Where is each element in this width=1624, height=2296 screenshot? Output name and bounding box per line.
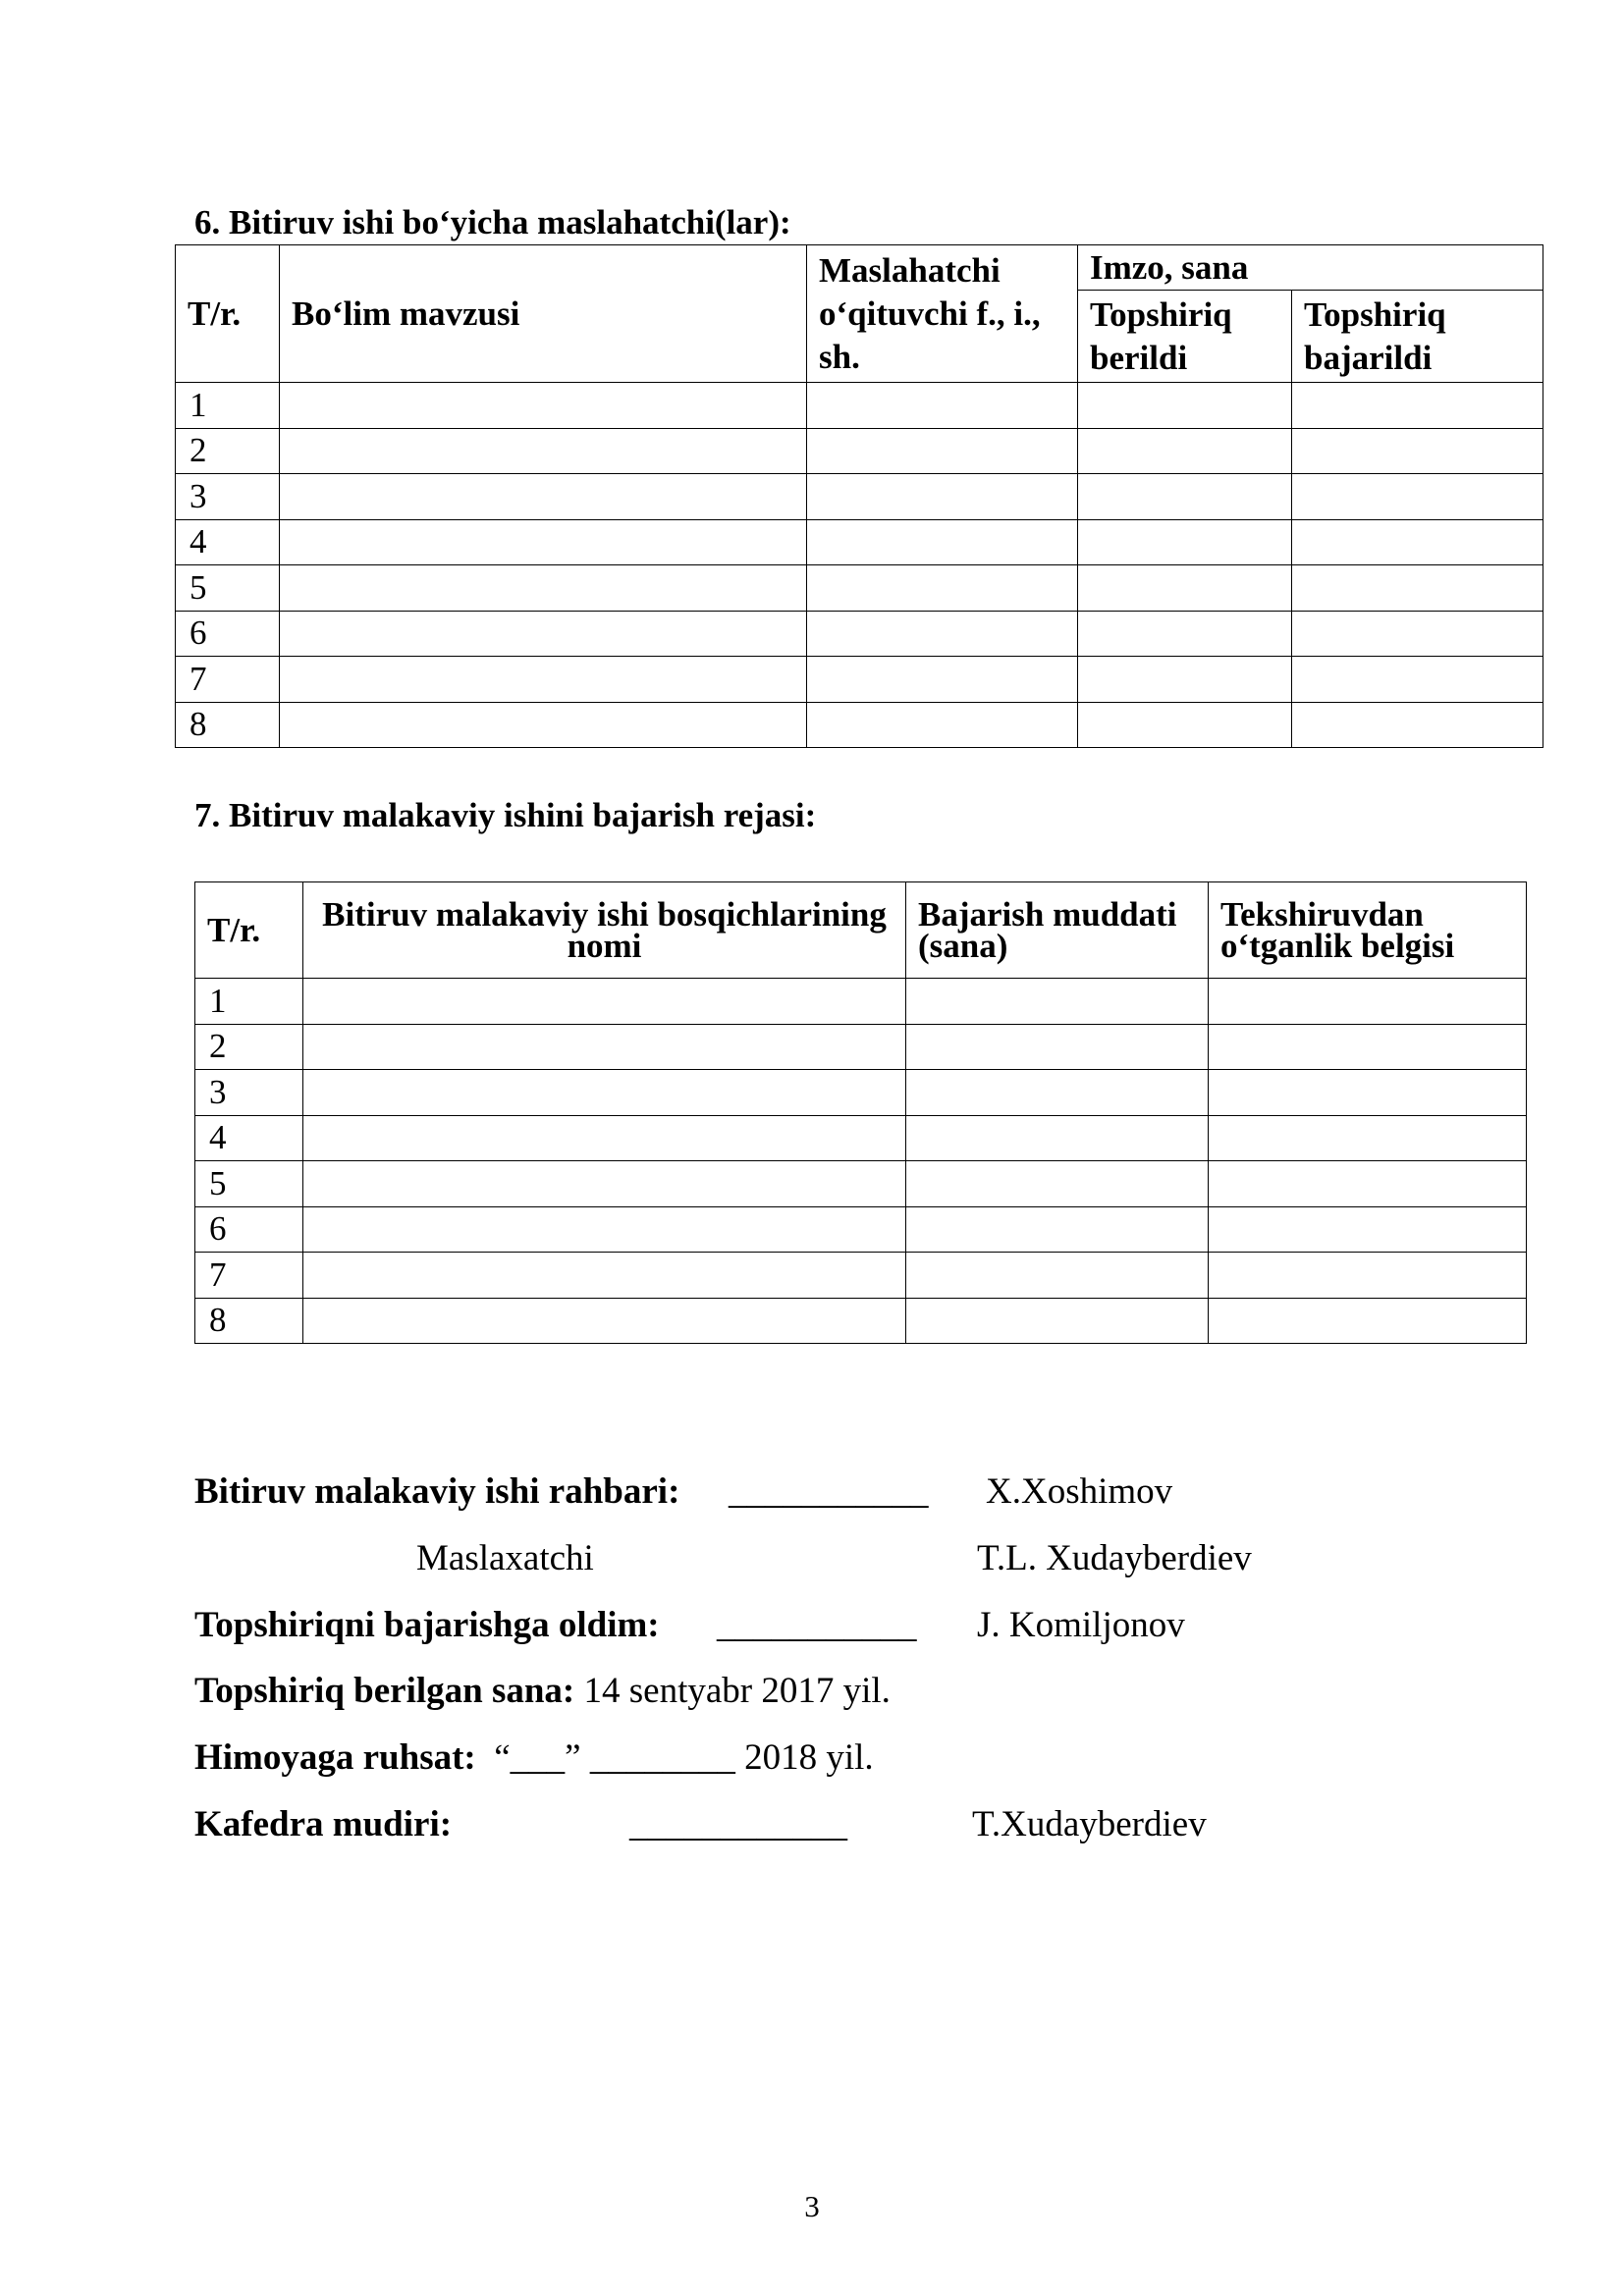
col-done-header: Topshiriq bajarildi <box>1292 291 1543 383</box>
head-label: Kafedra mudiri: <box>194 1804 453 1844</box>
supervisor-line <box>194 1470 679 1514</box>
row-number: 5 <box>195 1161 303 1207</box>
section-7-title: 7. Bitiruv malakaviy ishini bajarish rejasi: <box>194 796 817 834</box>
check-cell <box>1209 1115 1527 1161</box>
table-row <box>176 611 1543 657</box>
row-number: 4 <box>176 519 280 565</box>
accepted-line <box>194 1604 660 1647</box>
check-cell <box>1209 1024 1527 1070</box>
topic-cell <box>280 474 807 520</box>
done-cell <box>1292 383 1543 429</box>
given-cell <box>1078 657 1292 703</box>
given-date-label: Topshiriq berilgan sana: <box>194 1671 575 1711</box>
topic-cell <box>280 657 807 703</box>
deadline-cell <box>906 979 1209 1025</box>
head-name: T.Xudayberdiev <box>972 1804 1207 1844</box>
deadline-cell <box>906 1206 1209 1253</box>
stage-cell <box>303 1024 906 1070</box>
stage-cell <box>303 1115 906 1161</box>
supervisor-label: Bitiruv malakaviy ishi rahbari: <box>194 1471 680 1512</box>
row-number: 4 <box>195 1115 303 1161</box>
given-cell <box>1078 611 1292 657</box>
col-check-header: Tekshiruvdan o‘tganlik belgisi <box>1209 882 1527 979</box>
stage-cell <box>303 1253 906 1299</box>
head-blank: ____________ <box>629 1804 847 1844</box>
row-number: 1 <box>195 979 303 1025</box>
given-cell <box>1078 428 1292 474</box>
row-number: 7 <box>195 1253 303 1299</box>
row-number: 8 <box>176 702 280 748</box>
col-deadline-header: Bajarish muddati (sana) <box>906 882 1209 979</box>
advisor-cell <box>807 428 1078 474</box>
stage-cell <box>303 1298 906 1344</box>
topic-cell <box>280 383 807 429</box>
stage-cell <box>303 1070 906 1116</box>
consultant-name: T.L. Xudayberdiev <box>977 1538 1252 1578</box>
check-cell <box>1209 979 1527 1025</box>
accepted-label: Topshiriqni bajarishga oldim: <box>194 1605 660 1645</box>
col-topic-header: Bo‘lim mavzusi <box>280 245 807 383</box>
deadline-cell <box>906 1253 1209 1299</box>
defense-line <box>194 1736 874 1780</box>
done-cell <box>1292 565 1543 612</box>
section-6-title: 6. Bitiruv ishi bo‘yicha maslahatchi(lar): <box>194 203 791 241</box>
table-row <box>195 1115 1527 1161</box>
defense-label: Himoyaga ruhsat: <box>194 1737 476 1778</box>
table-row <box>195 1253 1527 1299</box>
col-advisor-header: Maslahatchi o‘qituvchi f., i., sh. <box>807 245 1078 383</box>
row-number: 3 <box>195 1070 303 1116</box>
stage-cell <box>303 979 906 1025</box>
stage-cell <box>303 1206 906 1253</box>
row-number: 1 <box>176 383 280 429</box>
row-number: 6 <box>195 1206 303 1253</box>
table-row <box>195 1070 1527 1116</box>
row-number: 3 <box>176 474 280 520</box>
page-number: 3 <box>804 2189 820 2223</box>
table-row <box>195 979 1527 1025</box>
col-tr-header: T/r. <box>195 882 303 979</box>
check-cell <box>1209 1161 1527 1207</box>
given-date-line <box>194 1670 891 1713</box>
row-number: 7 <box>176 657 280 703</box>
done-cell <box>1292 702 1543 748</box>
advisor-cell <box>807 383 1078 429</box>
topic-cell <box>280 702 807 748</box>
check-cell <box>1209 1206 1527 1253</box>
table-row <box>176 474 1543 520</box>
table-row <box>176 428 1543 474</box>
head-line <box>194 1803 452 1846</box>
table-row <box>195 1298 1527 1344</box>
table-row <box>195 1206 1527 1253</box>
supervisor-blank: ___________ <box>729 1471 929 1512</box>
given-cell <box>1078 565 1292 612</box>
col-signature-header: Imzo, sana <box>1078 245 1543 291</box>
row-number: 5 <box>176 565 280 612</box>
supervisor-name: X.Xoshimov <box>986 1471 1173 1512</box>
deadline-cell <box>906 1024 1209 1070</box>
col-stages-header: Bitiruv malakaviy ishi bosqichlarining nomi <box>303 882 906 979</box>
table-row <box>195 1161 1527 1207</box>
table-row <box>195 1024 1527 1070</box>
accepted-blank: ___________ <box>717 1605 917 1645</box>
advisor-cell <box>807 565 1078 612</box>
check-cell <box>1209 1070 1527 1116</box>
given-cell <box>1078 474 1292 520</box>
stage-cell <box>303 1161 906 1207</box>
topic-cell <box>280 565 807 612</box>
col-given-header: Topshiriq berildi <box>1078 291 1292 383</box>
done-cell <box>1292 611 1543 657</box>
deadline-cell <box>906 1161 1209 1207</box>
advisor-cell <box>807 474 1078 520</box>
row-number: 2 <box>176 428 280 474</box>
deadline-cell <box>906 1070 1209 1116</box>
done-cell <box>1292 519 1543 565</box>
check-cell <box>1209 1298 1527 1344</box>
topic-cell <box>280 611 807 657</box>
advisor-cell <box>807 611 1078 657</box>
table-row <box>176 565 1543 612</box>
work-plan-table <box>194 881 1527 1344</box>
table-row <box>176 383 1543 429</box>
consultant-label: Maslaxatchi <box>416 1538 594 1578</box>
advisor-cell <box>807 702 1078 748</box>
row-number: 6 <box>176 611 280 657</box>
advisor-cell <box>807 657 1078 703</box>
done-cell <box>1292 657 1543 703</box>
row-number: 8 <box>195 1298 303 1344</box>
defense-value: “___” ________ 2018 yil. <box>494 1737 874 1778</box>
given-cell <box>1078 519 1292 565</box>
given-cell <box>1078 383 1292 429</box>
given-cell <box>1078 702 1292 748</box>
done-cell <box>1292 474 1543 520</box>
done-cell <box>1292 428 1543 474</box>
table-row <box>176 519 1543 565</box>
accepted-name: J. Komiljonov <box>977 1605 1185 1645</box>
col-tr-header: T/r. <box>176 245 280 383</box>
given-date-value: 14 sentyabr 2017 yil. <box>583 1671 891 1711</box>
advisors-table <box>175 244 1543 748</box>
deadline-cell <box>906 1115 1209 1161</box>
row-number: 2 <box>195 1024 303 1070</box>
advisor-cell <box>807 519 1078 565</box>
table-row <box>176 702 1543 748</box>
table-row <box>176 657 1543 703</box>
deadline-cell <box>906 1298 1209 1344</box>
check-cell <box>1209 1253 1527 1299</box>
topic-cell <box>280 519 807 565</box>
topic-cell <box>280 428 807 474</box>
